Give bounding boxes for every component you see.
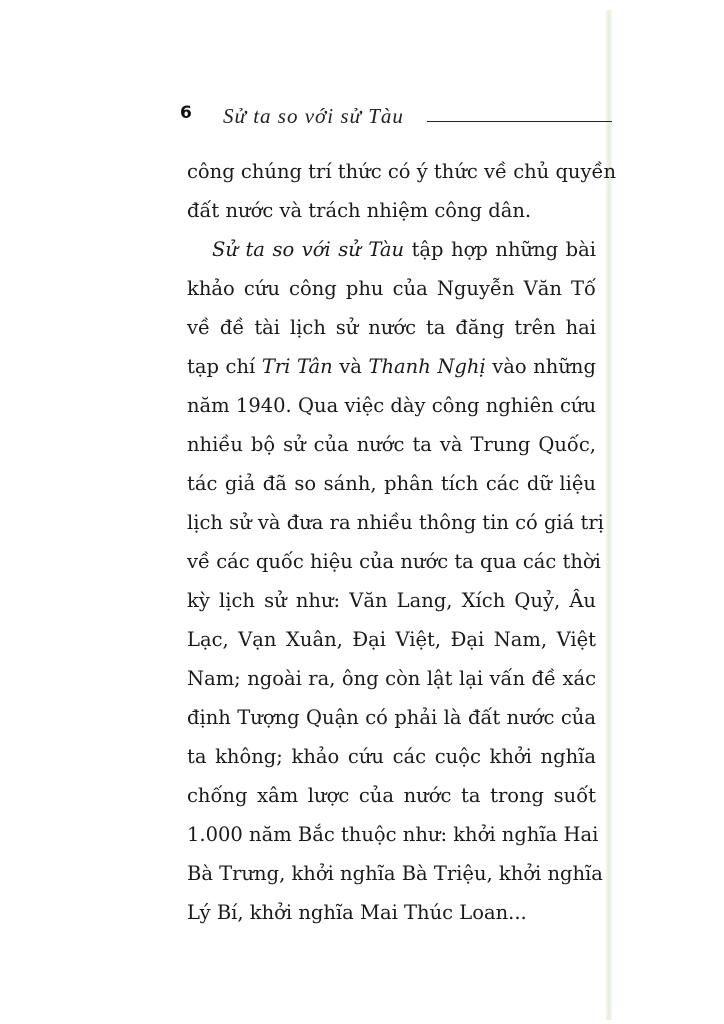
text-segment: Lý Bí, khởi nghĩa Mai Thúc Loan... (187, 901, 527, 924)
text-line (187, 706, 596, 730)
text-segment: vào những (485, 355, 596, 378)
text-line (187, 862, 603, 886)
text-line (187, 511, 604, 535)
text-line (187, 316, 596, 340)
text-segment: tạp chí (187, 355, 262, 378)
italic-title: Tri Tân (261, 355, 333, 378)
text-segment: định Tượng Quận có phải là đất nước của (187, 706, 596, 729)
text-segment: ta không; khảo cứu các cuộc khởi nghĩa (187, 745, 596, 768)
text-segment: lịch sử và đưa ra nhiều thông tin có giá trị (187, 511, 604, 534)
text-line (187, 628, 596, 652)
text-line (187, 394, 596, 418)
text-line (187, 784, 596, 808)
text-segment: tập hợp những bài (404, 238, 596, 261)
italic-title: Sử ta so với sử Tàu (212, 238, 405, 261)
text-line (187, 823, 599, 847)
text-segment: kỳ lịch sử như: Văn Lang, Xích Quỷ, Âu (187, 589, 596, 612)
text-line (187, 550, 601, 574)
text-segment: đất nước và trách nhiệm công dân. (187, 199, 532, 222)
page-number: 6 (180, 103, 192, 123)
text-segment: Bà Trưng, khởi nghĩa Bà Triệu, khởi nghĩa (187, 862, 603, 885)
header-rule (427, 121, 612, 122)
text-segment: năm 1940. Qua việc dày công nghiên cứu (187, 394, 596, 417)
text-line (187, 355, 596, 379)
text-line (187, 277, 596, 301)
text-line (187, 433, 596, 457)
text-segment: và (332, 355, 369, 378)
text-segment: 1.000 năm Bắc thuộc như: khởi nghĩa Hai (187, 823, 599, 846)
text-line (187, 160, 617, 184)
text-line (187, 745, 596, 769)
text-line (187, 667, 596, 691)
text-segment: Nam; ngoài ra, ông còn lật lại vấn đề xác (187, 667, 596, 690)
running-title: Sử ta so với sử Tàu (223, 104, 404, 128)
text-segment: khảo cứu công phu của Nguyễn Văn Tố (187, 277, 596, 300)
text-segment: về các quốc hiệu của nước ta qua các thời (187, 550, 601, 573)
text-segment: Lạc, Vạn Xuân, Đại Việt, Đại Nam, Việt (187, 628, 596, 651)
text-line (187, 472, 596, 496)
text-segment: tác giả đã so sánh, phân tích các dữ liệu (187, 472, 596, 495)
text-segment: công chúng trí thức có ý thức về chủ quyền (187, 160, 617, 183)
text-line (187, 199, 596, 223)
text-segment: nhiều bộ sử của nước ta và Trung Quốc, (187, 433, 596, 456)
text-segment: chống xâm lược của nước ta trong suốt (187, 784, 596, 807)
text-line (187, 589, 596, 613)
text-line (212, 238, 596, 262)
italic-title: Thanh Nghị (368, 355, 486, 378)
text-segment: về đề tài lịch sử nước ta đăng trên hai (187, 316, 596, 339)
text-line (187, 901, 596, 925)
